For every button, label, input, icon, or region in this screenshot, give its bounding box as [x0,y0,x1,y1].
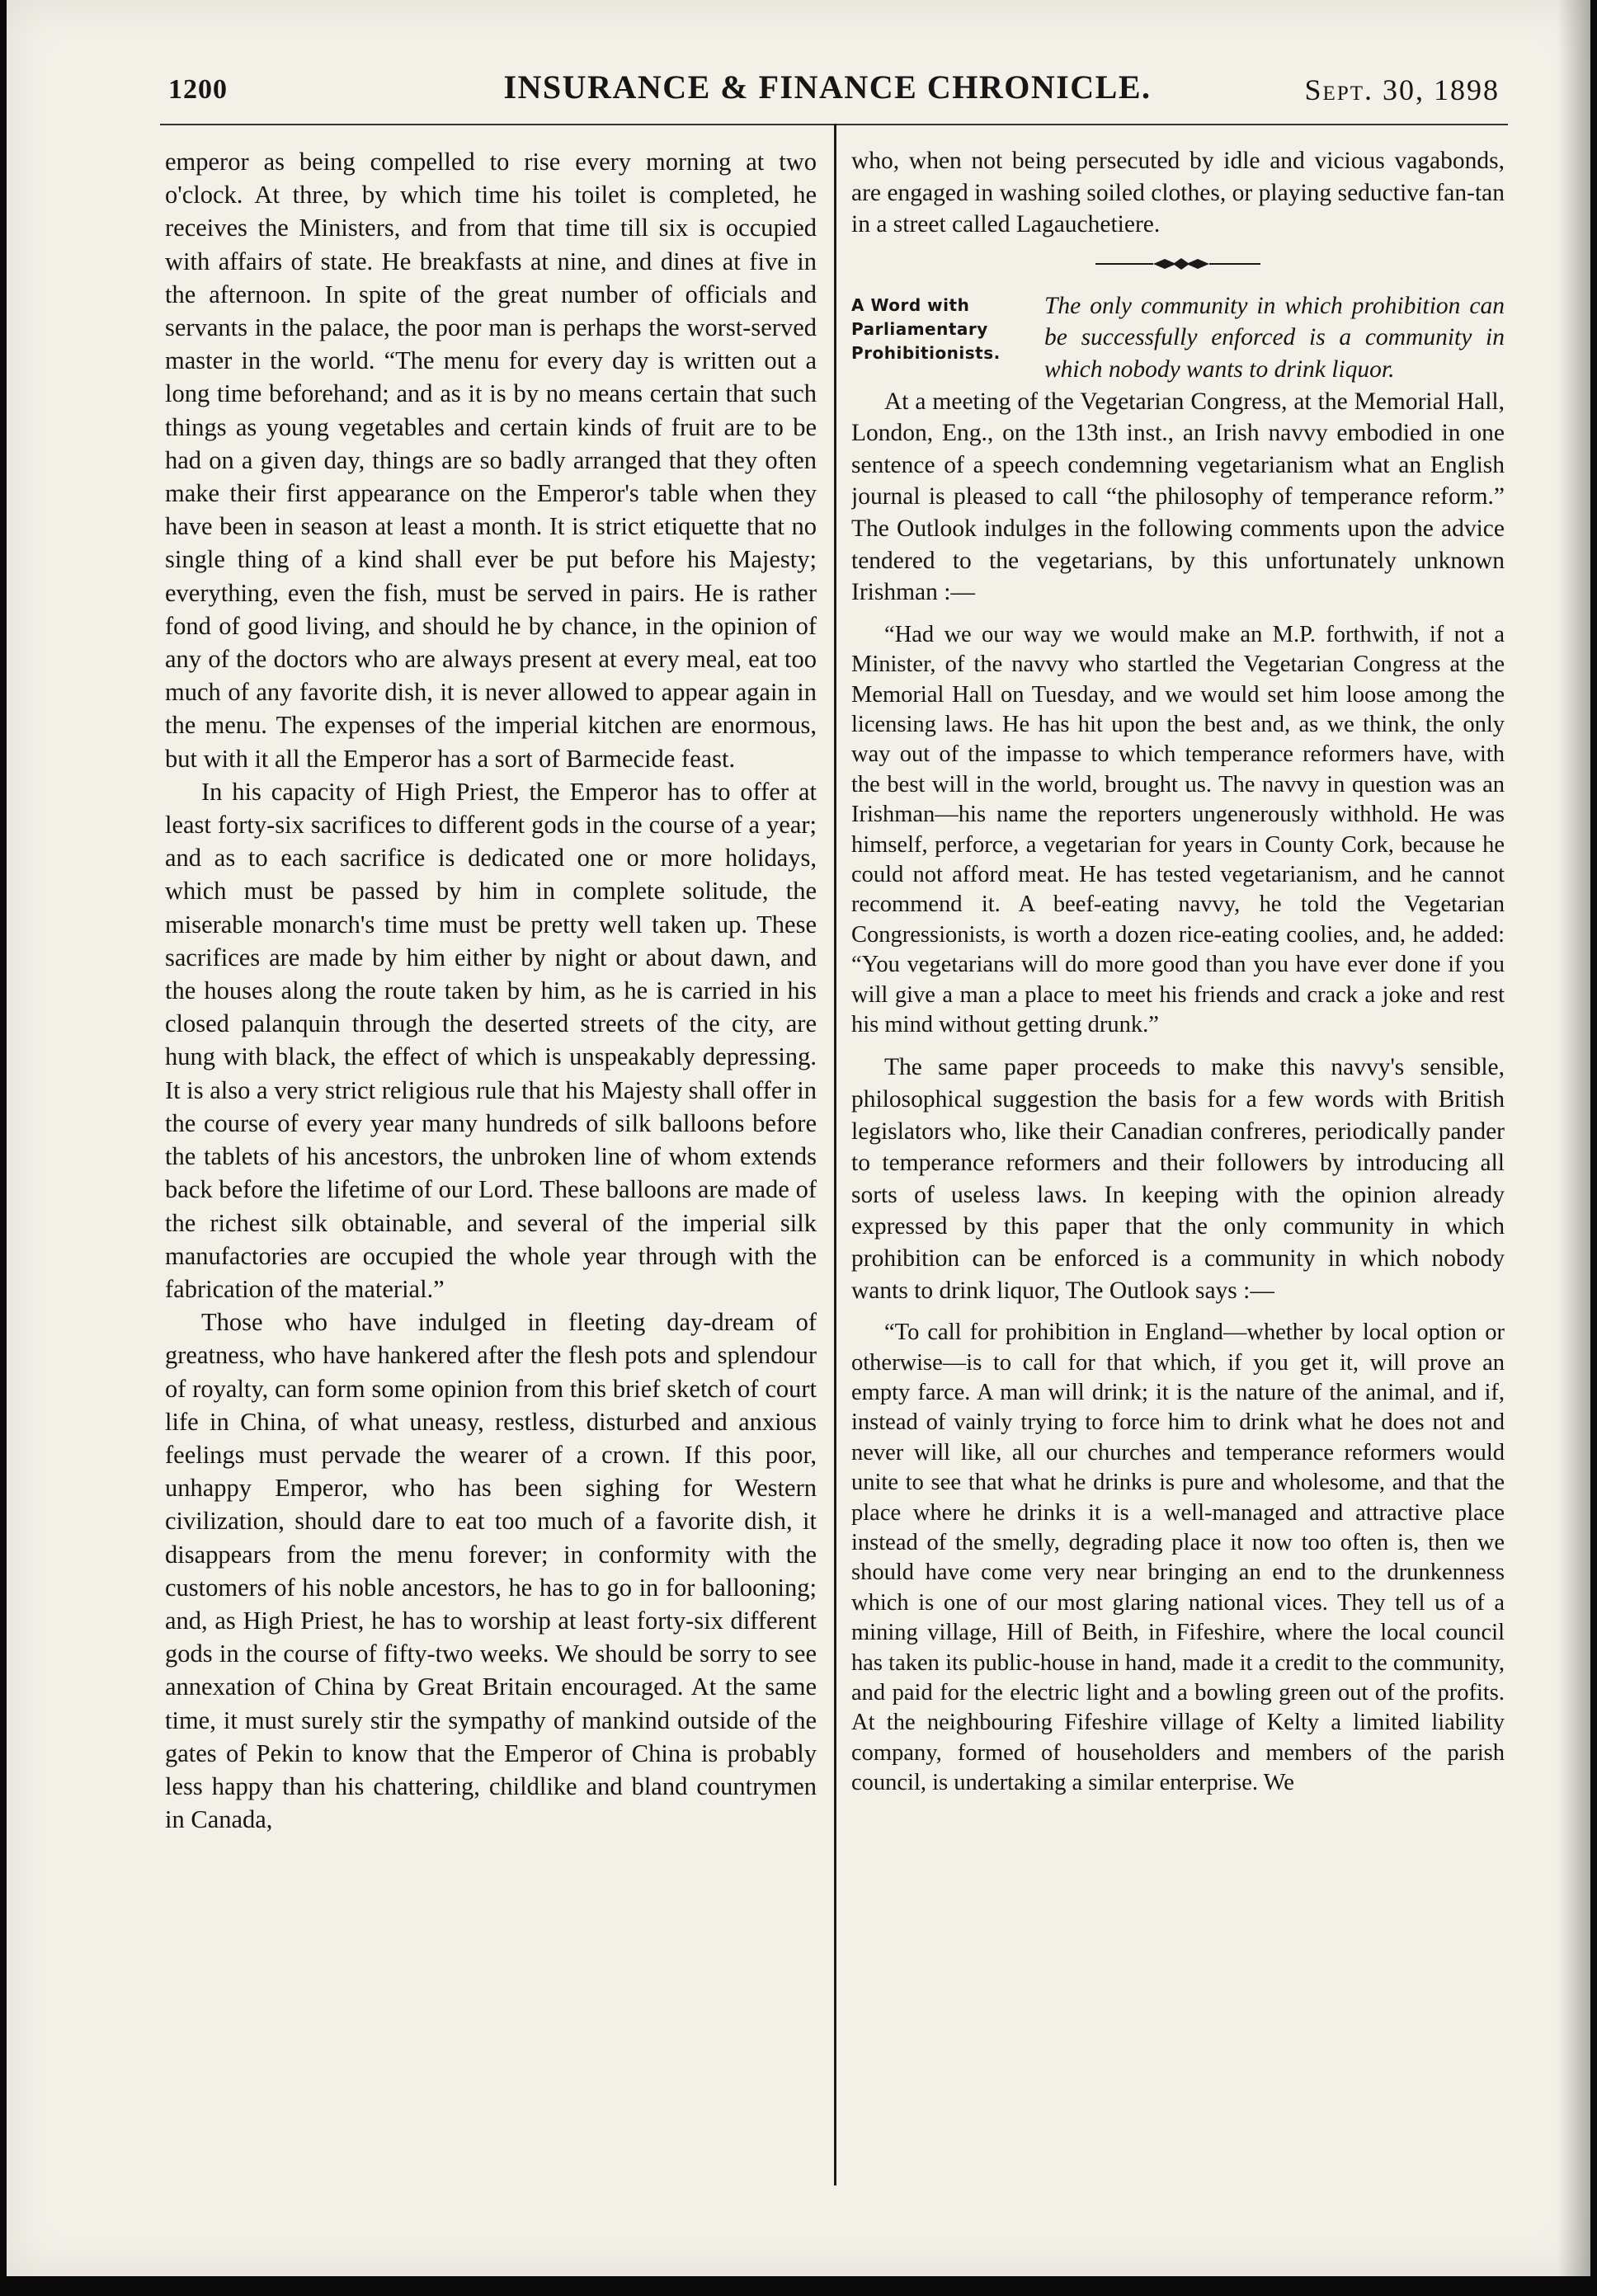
right-column [851,145,1505,2182]
column-divider [834,124,836,2185]
page-number: 1200 [168,74,228,105]
continued-paragraph: who, when not being persecuted by idle and vicious vagabonds, are engaged in washing soiled clothes, or playing seductive fan-tan in a street called Lagauchetiere. [851,148,1505,238]
side-heading: A Word with Parliamentary Prohibitionists. [851,294,1001,363]
page-edge-shadow [1557,0,1590,2276]
article-paragraph: In his capacity of High Priest, the Emperor has to offer at least forty-six sacrifices to different gods in the course of a year; and as to each sacrifice is dedicated one or more holidays, which must be passed by him in complete solitude, the miserable monarch's time must be pretty well taken up. These sacrifices are made by him either by night or about dawn, and the houses along the route taken by him, as he is carried in his closed palanquin through the deserted streets of the city, are hung with black, the effect of which is unspeakably depressing. It is also a very strict religious rule that his Majesty shall offer in the course of every year many hundreds of silk balloons before the tablets of his ancestors, the unbroken line of whom extends back before the lifetime of our Lord. These balloons are made of the richest silk obtainable, and several of the imperial silk manufactories are occupied the whole year through with the fabrication of the material.” [165,777,817,1303]
issue-date: Sept. 30, 1898 [1304,73,1500,106]
newspaper-page [7,0,1590,2276]
quoted-paragraph: “Had we our way we would make an M.P. forthwith, if not a Minister, of the navvy who startled the Vegetarian Congress at the Memorial Hall on Tuesday, and we would set him loose among the licensing laws. He has hit upon the best and, as we think, the only way out of the impasse to which temperance reformers have, with the best will in the world, brought us. The navvy in question was an Irishman—his name the reporters ungenerously withhold. He was himself, perforce, a vegetarian for years in County Cork, because he could not afford meat. He has tested vegetarianism, and he cannot recommend it. A beef-eating navvy, he told the Vegetarian Congressionists, is worth a dozen rice-eating coolies, and, he added: “You vegetarians will do more good than you have ever done if you will give a man a place to meet his friends and crack a joke and rest his mind without getting drunk.” [851,621,1505,1037]
article-paragraph: emperor as being compelled to rise every morning at two o'clock. At three, by which time his toilet is completed, he receives the Ministers, and from that time till six is occupied with affairs of state. He breakfasts at nine, and dines at five in the afternoon. In spite of the great number of officials and servants in the palace, the poor man is perhaps the worst-served master in the world. “The menu for every day is written out a long time beforehand; and as it is by no means certain that such things as young vegetables and certain kinds of fruit are to be had on a given day, things are so badly arranged that they often make their first appearance on the Emperor's table when they have been in season at least a month. It is strict etiquette that no single thing of a kind shall ever be put before his Majesty; everything, even the fish, must be served in pairs. He is rather fond of good living, and should he by chance, in the opinion of any of the doctors who are always present at every meal, eat too much of any favorite dish, it is never allowed to appear again in the menu. The expenses of the imperial kitchen are enormous, but with it all the Emperor has a sort of Barmecide feast. [165,148,817,773]
article-paragraph: At a meeting of the Vegetarian Congress, at the Memorial Hall, London, Eng., on the 13th inst., an Irish navvy embodied in one sentence of a speech condemning vegetarianism what an English journal is pleased to call “the philosophy of temperance reform.” The Outlook indulges in the following comments upon the advice tendered to the vegetarians, by this unfortunately unknown Irishman :— [851,388,1505,606]
lead-italic-text: The only community in which prohibition can be successfully enforced is a community in which nobody wants to drink liquor. [1044,292,1505,383]
section-divider-ornament [1095,256,1260,272]
article-paragraph: The same paper proceeds to make this navvy's sensible, philosophical suggestion the basis for a few words with British legislators who, like their Canadian confreres, periodically pander to temperance reformers and their followers by introducing all sorts of useless laws. In keeping with the opinion already expressed by this paper that the only community in which prohibition can be enforced is a community in which nobody wants to drink liquor, The Outlook says :— [851,1054,1505,1304]
journal-title: INSURANCE & FINANCE CHRONICLE. [503,68,1152,106]
quoted-paragraph: “To call for prohibition in England—whether by local option or otherwise—is to call for that which, if you get it, will prove an empty farce. A man will drink; it is the nature of the animal, and if, instead of vainly trying to force him to drink what he does not and never will like, all our churches and temperance reformers would unite to see that what he drinks is pure and wholesome, and that the place where he drinks it is a well-managed and attractive place instead of the smelly, degrading place it now too often is, then we should have come very near bringing an end to the drunkenness which is one of our most glaring national vices. They tell us of a mining village, Hill of Beith, in Fifeshire, where the local council has taken its public-house in hand, made it a credit to the community, and paid for the electric light and a bowling green out of the profits. At the neighbouring Fifeshire village of Kelty a limited liability company, formed of householders and members of the parish council, is undertaking a similar enterprise. We [851,1320,1505,1796]
article-paragraph: Those who have indulged in fleeting day-dream of greatness, who have hankered after the flesh pots and splendour of royalty, can form some opinion from this brief sketch of court life in China, of what uneasy, restless, disturbed and anxious feelings must pervade the wearer of a crown. If this poor, unhappy Emperor, who has been sighing for Western civilization, should dare to eat too much of a favorite dish, it disappears from the menu forever; in conformity with the customers of his noble ancestors, he has to go in for ballooning; and, as High Priest, he has to worship at least forty-six different gods in the course of fifty-two weeks. We should be sorry to see annexation of China by Great Britain encouraged. At the same time, it must surely stir the sympathy of mankind outside of the gates of Pekin to know that the Emperor of China is probably less happy than his chattering, childlike and bland countrymen in Canada, [165,1308,817,1834]
left-column [165,145,817,2182]
page-header [7,58,1590,115]
